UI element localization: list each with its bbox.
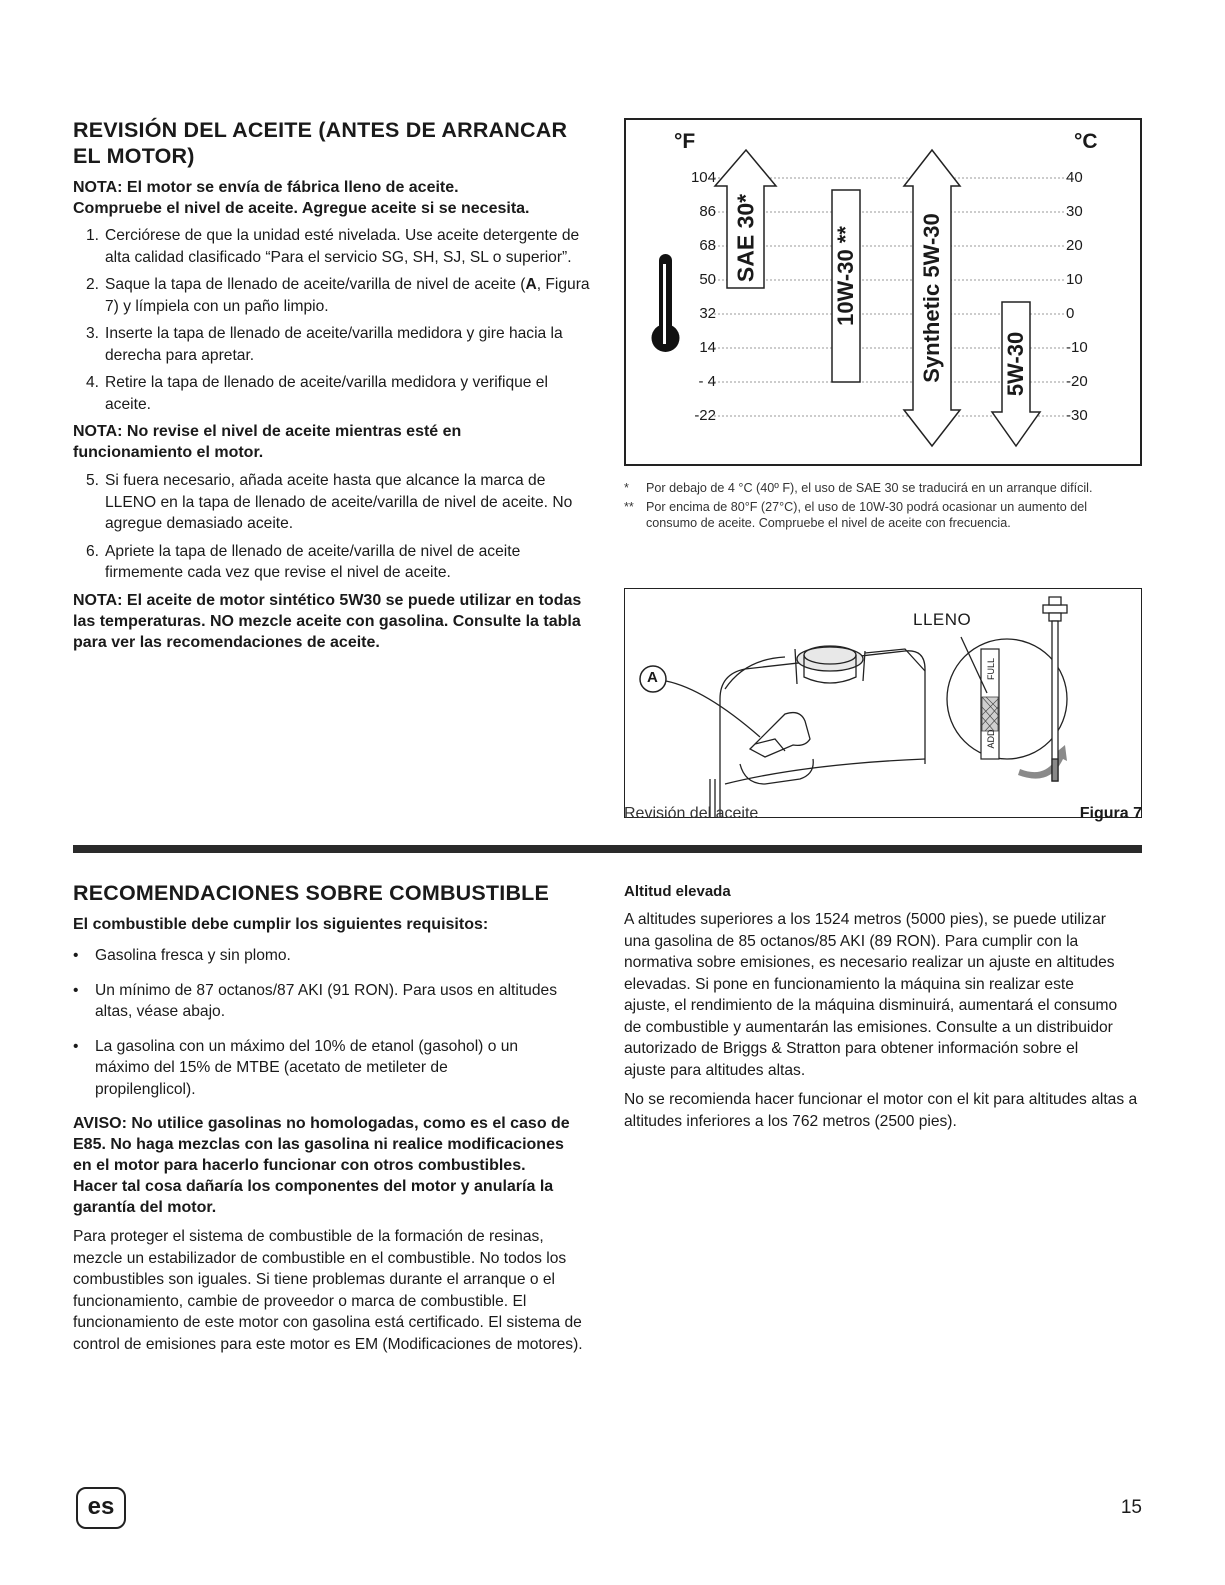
- step-4: 4. Retire la tapa de llenado de aceite/varilla medidora y verifique el aceite.: [86, 374, 548, 413]
- f-tick: 68: [699, 237, 716, 254]
- fuel-warning: AVISO: No utilice gasolinas no homologadas, como es el caso de E85. No haga mezclas con las gasolina ni realice modificaciones en el motor para hacerlo funcionar con otros combustibles. Hacer tal cosa dañaría los componentes del motor y anularía la garantía del motor.: [73, 1115, 570, 1216]
- oil-check-title: [73, 117, 593, 169]
- oil-check-title-line1: REVISIÓN DEL ACEITE (ANTES DE ARRANCAR: [73, 118, 568, 142]
- oil-check-section: [73, 117, 593, 653]
- 5w30-label: 5W-30: [1003, 331, 1028, 397]
- fuel-requirements-heading: El combustible debe cumplir los siguientes requisitos:: [73, 916, 489, 933]
- c-tick: 30: [1066, 203, 1083, 220]
- fuel-requirement-item: • Gasolina fresca y sin plomo.: [73, 945, 593, 967]
- fuel-requirements-list: [73, 945, 593, 1100]
- note-engine-running: NOTA: No revise el nivel de aceite mientras esté en funcionamiento el motor.: [73, 423, 462, 461]
- section-divider: [73, 845, 1142, 853]
- f-tick: -22: [694, 407, 716, 424]
- fuel-paragraph: Para proteger el sistema de combustible de la formación de resinas, mezcle un estabilizador de combustible en el combustible. No todos los combustibles son iguales. Si tiene problemas durante el arranque o el funcionamiento, cambie de proveedor o marca de combustible. El funcionamiento de este motor con gasolina está certificado. El sistema de control de emisiones para este motor es EM (Modificaciones de motores).: [73, 1228, 583, 1353]
- step-2: 2. Saque la tapa de llenado de aceite/varilla de nivel de aceite (A, Figura 7) y límpiela con un paño limpio.: [86, 276, 590, 315]
- callout-a-label: A: [647, 669, 658, 686]
- note-synthetic-oil: NOTA: El aceite de motor sintético 5W30 se puede utilizar en todas las temperaturas. NO mezcle aceite con gasolina. Consulte la tabla para ver las recomendaciones de aceite.: [73, 591, 582, 651]
- step-5: 5. Si fuera necesario, añada aceite hasta que alcance la marca de LLENO en la tapa de llenado de aceite/varilla de nivel de aceite. No agregue demasiado aceite.: [86, 472, 573, 532]
- steps-list-b: [73, 470, 593, 584]
- altitude-section: [624, 883, 1142, 1132]
- thermometer-icon: [652, 254, 680, 352]
- figure-number: Figura 7: [1079, 805, 1142, 822]
- figure-caption: Revisión del aceite: [624, 805, 759, 822]
- altitude-paragraph-2: No se recomienda hacer funcionar el motor con el kit para altitudes altas a altitudes inferiores a los 762 metros (2500 pies).: [624, 1091, 1138, 1130]
- note-factory-oil: NOTA: El motor se envía de fábrica lleno de aceite. Compruebe el nivel de aceite. Agregue aceite si se necesita.: [73, 179, 530, 217]
- fuel-section: [73, 880, 593, 1355]
- c-tick: -20: [1066, 373, 1088, 390]
- footnote-10w30: ** Por encima de 80°F (27°C), el uso de 10W-30 podrá ocasionar un aumento del consumo de aceite. Compruebe el nivel de aceite con frecuencia.: [624, 500, 1088, 530]
- c-tick: -30: [1066, 407, 1088, 424]
- f-tick: 86: [699, 203, 716, 220]
- fahrenheit-unit: °F: [674, 130, 696, 153]
- page-number: 15: [1120, 1497, 1142, 1518]
- celsius-unit: °C: [1074, 130, 1098, 153]
- fuel-title: RECOMENDACIONES SOBRE COMBUSTIBLE: [73, 881, 550, 905]
- fuel-requirement-item: • Un mínimo de 87 octanos/87 AKI (91 RON). Para usos en altitudes altas, véase abajo.: [73, 980, 565, 1023]
- engine-outline: [710, 646, 925, 817]
- chart-footnotes: [624, 480, 1124, 531]
- oil-dipstick-drawing: [625, 589, 1141, 817]
- c-tick: 10: [1066, 271, 1083, 288]
- language-badge: [76, 1487, 126, 1529]
- figure-7-illustration: [624, 588, 1142, 818]
- dipstick-zoom-circle: [947, 639, 1067, 759]
- synthetic-5w30-label: Synthetic 5W-30: [919, 213, 944, 383]
- f-tick: 50: [699, 271, 716, 288]
- sae30-label: SAE 30*: [732, 193, 759, 283]
- oil-temperature-chart: [624, 118, 1142, 466]
- step-6: 6. Apriete la tapa de llenado de aceite/varilla de nivel de aceite firmemente cada vez que revise el nivel de aceite.: [86, 542, 521, 581]
- f-tick: 104: [690, 169, 716, 186]
- c-tick: 0: [1066, 305, 1075, 322]
- c-tick: 20: [1066, 237, 1083, 254]
- f-tick: - 4: [698, 373, 716, 390]
- altitude-paragraph-1: A altitudes superiores a los 1524 metros (5000 pies), se puede utilizar una gasolina de 85 octanos/85 AKI (89 RON). Para cumplir con la normativa sobre emisiones, es necesario realizar un ajuste en altitudes elevadas. Si pone en funcionamiento la máquina sin realizar este ajuste, el rendimiento de la máquina disminuirá, aumentará el consumo de combustible y aumentarán las emisiones. Consulte a un distribuidor autorizado de Briggs & Stratton para obtener información sobre el ajuste para altitudes altas.: [624, 911, 1118, 1079]
- c-tick: 40: [1066, 169, 1083, 186]
- c-tick: -10: [1066, 339, 1088, 356]
- lleno-label: LLENO: [913, 610, 972, 629]
- language-code: es: [87, 1493, 115, 1520]
- dipstick-add-mark: ADD: [986, 729, 996, 749]
- fuel-requirement-item: • La gasolina con un máximo del 10% de etanol (gasohol) o un máximo del 15% de MTBE (acetato de metileter de propilenglicol).: [73, 1036, 545, 1101]
- footnote-sae30: * Por debajo de 4 °C (40º F), el uso de SAE 30 se traducirá en un arranque difícil.: [624, 481, 1093, 495]
- steps-list-a: [73, 225, 593, 415]
- f-tick: 14: [699, 339, 716, 356]
- 10w30-label: 10W-30 **: [833, 226, 858, 326]
- dipstick-full-mark: FULL: [986, 657, 996, 681]
- callout-a-leader: [666, 681, 760, 737]
- altitude-heading: Altitud elevada: [624, 883, 731, 900]
- f-tick: 32: [699, 305, 716, 322]
- step-1: 1. Cerciórese de que la unidad esté nivelada. Use aceite detergente de alta calidad clasificado “Para el servicio SG, SH, SJ, SL o superior”.: [86, 227, 580, 266]
- oil-check-title-line2: EL MOTOR): [73, 144, 195, 168]
- step-3: 3. Inserte la tapa de llenado de aceite/varilla medidora y gire hacia la derecha para apretar.: [86, 325, 563, 364]
